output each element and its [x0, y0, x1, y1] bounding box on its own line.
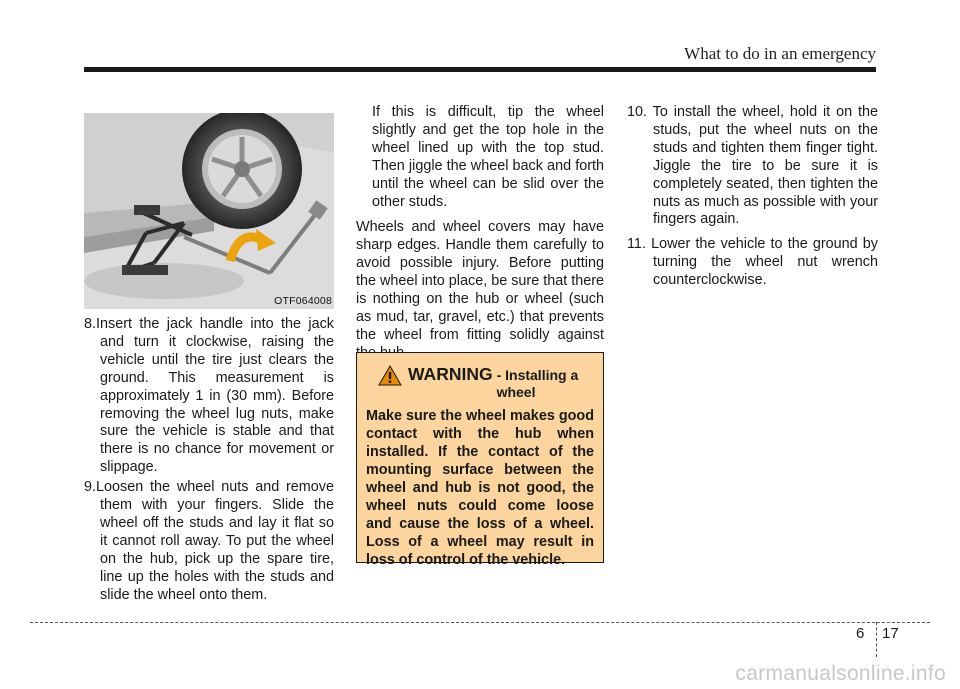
- warning-subtitle: - Installing a wheel: [496, 367, 579, 400]
- chapter-number: 6: [856, 625, 865, 642]
- right-column: [627, 104, 878, 297]
- warning-header: [366, 365, 594, 401]
- watermark: carmanualsonline.info: [735, 662, 946, 685]
- footer-rule: [30, 622, 930, 623]
- section-title: What to do in an emergency: [684, 44, 876, 63]
- header-rule: [84, 67, 876, 72]
- step-11: 11. Lower the vehicle to the ground by turning the wheel nut wrench counterclockwise.: [627, 236, 879, 289]
- wheel-edges-note: Wheels and wheel covers may have sharp edges. Handle them carefully to avoid possible injury. Before putting the wheel into place, be sure that there is nothing on the hub or wheel (such as mud, tar, gravel, etc.) that prevents the wheel from fitting solidly against: [356, 219, 604, 343]
- step-8: 8.Insert the jack handle into the jack and turn it clockwise, raising the vehicle until the tire just clears the ground. This measurement is approximately 1 in (30 mm). Before removing the wheel lug nuts, make sure the vehicle is stable and that there is no chance for movement or slippage.: [84, 316, 334, 476]
- step-9: 9.Loosen the wheel nuts and remove them with your fingers. Slide the wheel off the studs and lay it flat so it cannot roll away. To put the wheel on the hub, pick up the spare tire, line up the holes with the studs and slide the wheel onto them.: [84, 479, 334, 603]
- page-number: 17: [882, 625, 899, 642]
- figure-code: OTF064008: [274, 295, 332, 307]
- warning-body: Make sure the wheel makes good contact with the hub when installed. If the contact of the mounting surface between the wheel and hub is not good, the wheel nuts could come loose and cause the loss of a wheel. Loss of a wheel may result in loss of control of the vehicle.: [366, 408, 594, 568]
- step-10: 10. To install the wheel, hold it on the studs, put the wheel nuts on the studs and tighten them finger tight. Jiggle the tire to be sure it is completely seated, then tighten the nuts as much as possible with your fingers again.: [627, 104, 878, 228]
- warning-label: WARNING: [408, 364, 493, 384]
- warning-triangle-icon: [378, 365, 402, 386]
- warning-box: [356, 352, 604, 568]
- left-column: [84, 316, 334, 607]
- jack-and-wheel-drawing: [84, 113, 334, 309]
- middle-column: [356, 104, 604, 371]
- jack-illustration: [84, 113, 334, 309]
- page-separator: [876, 622, 877, 657]
- step-9-continuation: If this is difficult, tip the wheel slightly and get the top hole in the wheel lined up with the top stud. Then jiggle the wheel back and forth until the wheel can be slid over the other studs.: [372, 104, 604, 210]
